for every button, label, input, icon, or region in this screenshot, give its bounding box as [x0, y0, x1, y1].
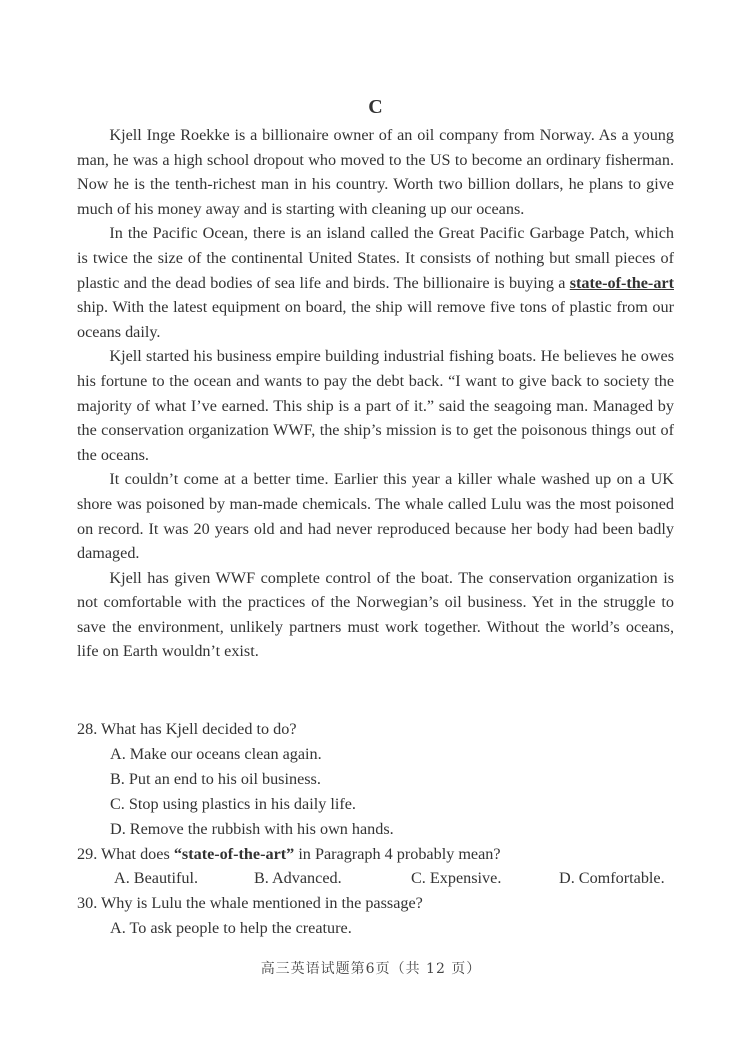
stem-after: in Paragraph 4 probably mean?	[294, 844, 501, 863]
passage	[77, 95, 674, 664]
paragraph-4: It couldn’t come at a better time. Earlier this year a killer whale washed up on a UK shore was poisoned by man-made chemicals. The whale called Lulu was the most poisoned on record. It was 20 years old and had never reproduced because her body had been badly damaged.	[77, 470, 674, 563]
stem-before: 29. What does	[77, 844, 174, 863]
option-b: B. Put an end to his oil business.	[110, 769, 321, 788]
option-c: C. Stop using plastics in his daily life.	[110, 794, 356, 813]
option-b: B. Advanced.	[254, 869, 342, 888]
paragraph-3: Kjell started his business empire building industrial fishing boats. He believes he owes his fortune to the ocean and wants to pay the debt back. “I want to give back to society the majority of what I’ve earned. This ship is a part of it.” said the seagoing man. Managed by the conservation organization WWF, the ship’s mission is to get the poisonous things out of the oceans.	[77, 347, 674, 464]
question-stem: 30. Why is Lulu the whale mentioned in the passage?	[77, 894, 423, 913]
option-a: A. To ask people to help the creature.	[110, 919, 352, 938]
question-stem	[77, 842, 674, 867]
question-30	[77, 891, 674, 941]
page-footer: 高三英语试题第6页（共 12 页）	[260, 961, 482, 977]
highlighted-term: state-of-the-art	[569, 273, 674, 292]
paragraph-5: Kjell has given WWF complete control of the boat. The conservation organization is not comfortable with the practices of the Norwegian’s oil business. Yet in the struggle to save the environment, unlikely partners must work together. Without the world’s oceans, life on Earth wouldn’t exist.	[77, 568, 674, 661]
option-d: D. Remove the rubbish with his own hands.	[110, 819, 394, 838]
paragraph-2-after: ship. With the latest equipment on board, the ship will remove five tons of plastic from our oceans daily.	[77, 298, 674, 341]
option-c: C. Expensive.	[411, 869, 502, 888]
paragraph-2-before: In the Pacific Ocean, there is an island called the Great Pacific Garbage Patch, which is twice the size of the continental United States. It consists of nothing but small pieces of plastic and the dead bodies of sea life and birds. The billionaire is buying a	[77, 224, 674, 292]
section-title: C	[368, 96, 383, 118]
question-28	[77, 717, 674, 842]
questions	[77, 717, 674, 941]
options-row	[114, 866, 674, 891]
stem-term: “state-of-the-art”	[173, 844, 295, 863]
paragraph-1: Kjell Inge Roekke is a billionaire owner of an oil company from Norway. As a young man, he was a high school dropout who moved to the US to become an ordinary fisherman. Now he is the tenth-richest man in his country. Worth two billion dollars, he plans to give much of his money away and is starting with cleaning up our oceans.	[77, 126, 674, 218]
question-stem: 28. What has Kjell decided to do?	[77, 720, 297, 738]
option-a: A. Beautiful.	[114, 869, 199, 888]
option-d: D. Comfortable.	[559, 869, 665, 888]
option-a: A. Make our oceans clean again.	[110, 744, 322, 763]
question-29	[77, 842, 674, 892]
paragraph-2	[77, 221, 674, 344]
